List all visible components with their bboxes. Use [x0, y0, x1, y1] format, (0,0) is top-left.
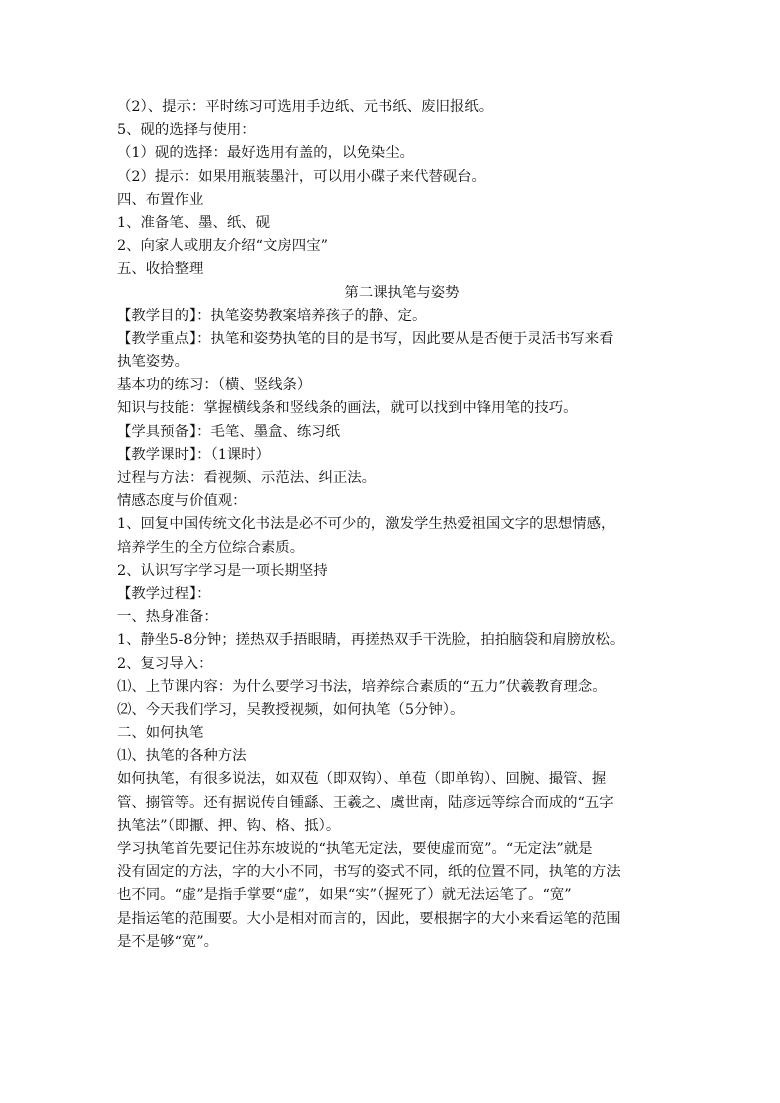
- text-line: ⑵、今天我们学习，吴教授视频，如何执笔（5分钟）。: [117, 701, 465, 718]
- text-line: 【教学过程】：: [117, 585, 211, 602]
- text-line: 2、认识写字学习是一项长期坚持: [117, 562, 328, 579]
- text-line: 【教学课时】：（1课时）: [117, 446, 271, 463]
- text-line: 【教学目的】：执笔姿势教案培养孩子的静、定。: [117, 307, 427, 324]
- text-line: 过程与方法：看视频、示范法、纠正法。: [117, 470, 377, 486]
- text-line: 1、准备笔、墨、纸、砚: [117, 214, 271, 231]
- section-heading: 一、热身准备：: [117, 609, 218, 626]
- lesson-title: 第二课执笔与姿势: [344, 284, 460, 301]
- document-body: [117, 96, 669, 954]
- text-line: 知识与技能：掌握横线条和竖线条的画法，就可以找到中锋用笔的技巧。: [117, 400, 578, 417]
- text-line: （2）提示：如果用瓶装墨汁，可以用小碟子来代替砚台。: [117, 168, 486, 185]
- text-line: 2、向家人或朋友介绍“文房四宝”: [117, 238, 328, 255]
- text-line: （1）砚的选择：最好选用有盖的，以免染尘。: [117, 145, 414, 162]
- text-line: 没有固定的方法，字的大小不同，书写的姿式不同，纸的位置不同，执笔的方法: [117, 864, 621, 881]
- text-line: 是指运笔的范围要。大小是相对而言的，因此，要根据字的大小来看运笔的范围: [117, 910, 621, 927]
- text-line: 如何执笔，有很多说法，如双苞（即双钩）、单苞（即单钩）、回腕、撮管、握: [117, 771, 607, 788]
- section-heading: 四、布置作业: [117, 191, 204, 208]
- text-line: 基本功的练习：（横、竖线条）: [117, 377, 312, 394]
- text-line: 管、搦管等。还有据说传自锺繇、王羲之、虞世南，陆彦远等综合而成的“五字: [117, 794, 614, 811]
- text-line: 是不是够“宽”。: [117, 933, 219, 950]
- text-line: 情感态度与价值观：: [117, 493, 247, 510]
- text-line: 学习执笔首先要记住苏东坡说的“执笔无定法，要使虚而宽”。“无定法”就是: [117, 841, 593, 857]
- section-heading: 五、收拾整理: [117, 261, 204, 278]
- text-line: ⑴、执笔的各种方法: [117, 748, 247, 765]
- text-line: 培养学生的全方位综合素质。: [117, 539, 305, 556]
- section-heading: 二、如何执笔: [117, 725, 204, 742]
- text-line: 1、回复中国传统文化书法是必不可少的，激发学生热爱祖国文字的思想情感，: [117, 516, 616, 533]
- text-line: 执笔姿势。: [117, 354, 189, 371]
- section-heading: 5、砚的选择与使用：: [117, 122, 256, 139]
- text-line: 2、复习导入：: [117, 655, 213, 672]
- text-line: 【教学重点】：执笔和姿势执笔的目的是书写，因此要从是否便于灵活书写来看: [117, 330, 614, 347]
- text-line: （2）、提示：平时练习可选用手边纸、元书纸、废旧报纸。: [117, 99, 494, 115]
- text-line: 执笔法”（即擫、押、钩、格、抵）。: [117, 817, 341, 834]
- text-line: ⑴、上节课内容：为什么要学习书法，培养综合素质的“五力”伏羲教育理念。: [117, 678, 607, 695]
- text-line: 【学具预备】：毛笔、墨盒、练习纸: [117, 423, 341, 440]
- text-line: 也不同。“虚”是指手掌要“虚”，如果“实”（握死了）就无法运笔了。“宽”: [117, 887, 572, 904]
- text-line: 1、静坐5-8分钟；搓热双手捂眼睛，再搓热双手干洗脸，拍拍脑袋和肩膀放松。: [117, 632, 625, 649]
